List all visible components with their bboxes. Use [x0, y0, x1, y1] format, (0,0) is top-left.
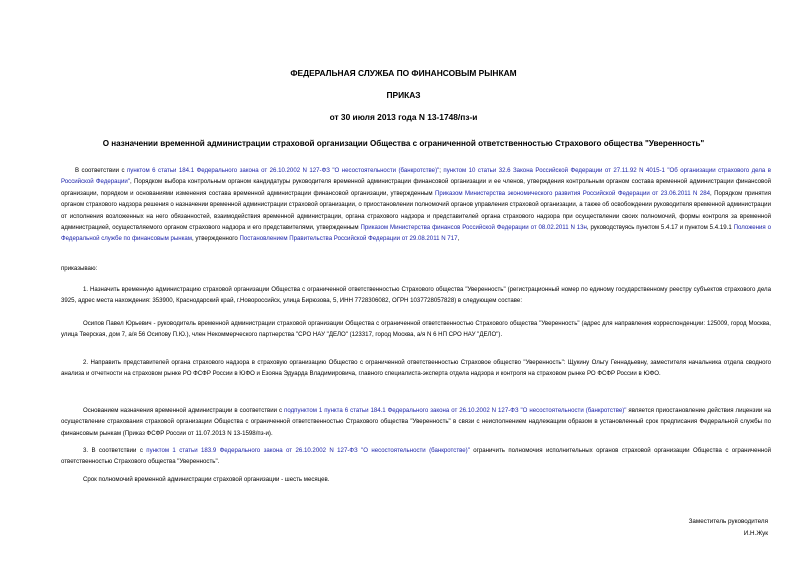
signature-name: И.Н.Жук	[743, 530, 768, 537]
paragraph-1: 1. Назначить временную администрацию страховой организации Общества с ограниченной ответственностью Страхового общества "Уверенность" (регистрационный номер по единому государственному реестру субъектов страхового дела 3925, адрес места нахождения: 353900, Краснодарский край, г.Новороссийск, улица Бирюзова, 5, ИНН 7728306082, ОГРН 1037728057828) в следующем составе:	[61, 286, 771, 305]
paragraph-5	[61, 445, 771, 468]
law-link-p4[interactable]: подпунктом 1 пункта 6 статьи 184.1 Федерального закона от 26.10.2002 N 127-ФЗ "О несостоятельности (банкротстве)"	[284, 407, 627, 414]
paragraph-3: 2. Направить представителей органа страхового надзора в страховую организацию Общество с ограниченной ответственностью Страховое общество "Уверенность": Щукину Ольгу Геннадьевну, заместителя начальника отдела сводного анализа и отчетности на страховом рынке РО ФСФР России в ЮФО и Езояна Эдуарда Владимировича, главного специалиста-эксперта отдела надзора и контроля на страховом рынке РО ФСФР России в ЮФО.	[61, 359, 771, 378]
preamble-text-5: , руководствуясь пунктом 5.4.17 и пунктом 5.4.19.1	[586, 224, 734, 232]
doc-subject: О назначении временной администрации страховой организации Общества с ограниченной ответственностью Страхового общества "Уверенность"	[102, 139, 705, 148]
paragraph-4	[61, 405, 771, 439]
doc-date-number: от 30 июля 2013 года N 13-1748/пз-и	[329, 112, 478, 122]
paragraph-4-text-1: Основанием назначения временной администрации в соответствии с	[83, 407, 285, 414]
paragraph-5-text-2: ограничить полномочия исполнительных органов страховой организации Общества с ограниченной ответственностью Страхового общества "Уверенность".	[61, 447, 772, 466]
paragraph-4-text-2: является приостановление действия лицензии на осуществление страхования страховой организации Общества с ограниченной ответственностью Страхового общества "Уверенность" в связи с неисполнением надлежащим образом в установленный срок предписания Федеральной службы по финансовым рынкам (Приказ ФСФР России от 11.07.2013 N 13-1598/пз-и).	[61, 407, 771, 437]
signature-position: Заместитель руководителя	[688, 518, 768, 525]
preamble-text-4: , Порядком принятия органом страхового надзора решения о назначении временной администрации страховой организации, о приостановлении полномочий органов управления страховой организации, а также об освобождении руководителя временной администрации от исполнения возложенных на него обязанностей, взаимодействия временной администрации, органа страхового надзора и представителей органа страхового надзора при осуществлении своих полномочий, формы контроля за временной администрацией, осуществляемого органом страхового надзора и его представителями, утвержденным	[61, 189, 771, 232]
preamble-text-2: ;	[439, 167, 444, 174]
preamble-text-1: В соответствии с	[75, 167, 127, 174]
preamble-text-7: ,	[457, 235, 460, 243]
preamble-text-6: , утвержденного	[192, 235, 240, 243]
preamble-paragraph	[61, 165, 771, 245]
doc-type-title: ПРИКАЗ	[386, 90, 421, 100]
law-link-p5[interactable]: пунктом 1 статьи 183.9 Федерального закона от 26.10.2002 N 127-ФЗ "О несостоятельности (банкротстве)"	[146, 447, 470, 454]
order-link-3[interactable]: Приказом Министерства экономического развития Российской Федерации от 23.06.2011 N 284	[435, 189, 710, 197]
order-link-4[interactable]: Приказом Министерства финансов Российской Федерации от 08.02.2011 N 13н	[360, 224, 587, 232]
paragraph-6: Срок полномочий временной администрации страховой организации - шесть месяцев.	[83, 476, 330, 483]
law-link-2[interactable]: пунктом 10 статьи 32.6 Закона Российской Федерации от 27.11.92 N 4015-1 "Об организации страхового дела в Российской Федерации"	[61, 167, 772, 186]
paragraph-5-text-1: 3. В соответствии с	[83, 447, 147, 454]
agency-title: ФЕДЕРАЛЬНАЯ СЛУЖБА ПО ФИНАНСОВЫМ РЫНКАМ	[290, 68, 517, 78]
resolution-link-6[interactable]: Постановлением Правительства Российской Федерации от 29.08.2011 N 717	[239, 235, 458, 243]
paragraph-2: Осипов Павел Юрьевич - руководитель временной администрации страховой организации Общества с ограниченной ответственностью Страхового общества "Уверенность" (адрес для направления корреспонденции: 125009, город Москва, улица Тверская, дом 7, а/я 56 Осипову П.Ю.), член Некоммерческого партнерства "СРО НАУ "ДЕЛО" (123317, город Москва, а/я N 6 НП СРО НАУ "ДЕЛО").	[61, 320, 771, 339]
law-link-1[interactable]: пунктом 6 статьи 184.1 Федерального закона от 26.10.2002 N 127-ФЗ "О несостоятельности (банкротстве)"	[126, 167, 440, 174]
preamble-text-3: , Порядком выбора контрольным органом кандидатуры руководителя временной администрации финансовой организации и ее членов, утверждения контрольным органом состава временной администрации финансовой организации, порядком и основаниями изменения состава временной администрации финансовой организации, утвержденным	[61, 178, 771, 197]
regulation-link-5[interactable]: Положения о Федеральной службе по финансовым рынкам	[61, 224, 772, 243]
order-word: приказываю:	[61, 265, 98, 272]
